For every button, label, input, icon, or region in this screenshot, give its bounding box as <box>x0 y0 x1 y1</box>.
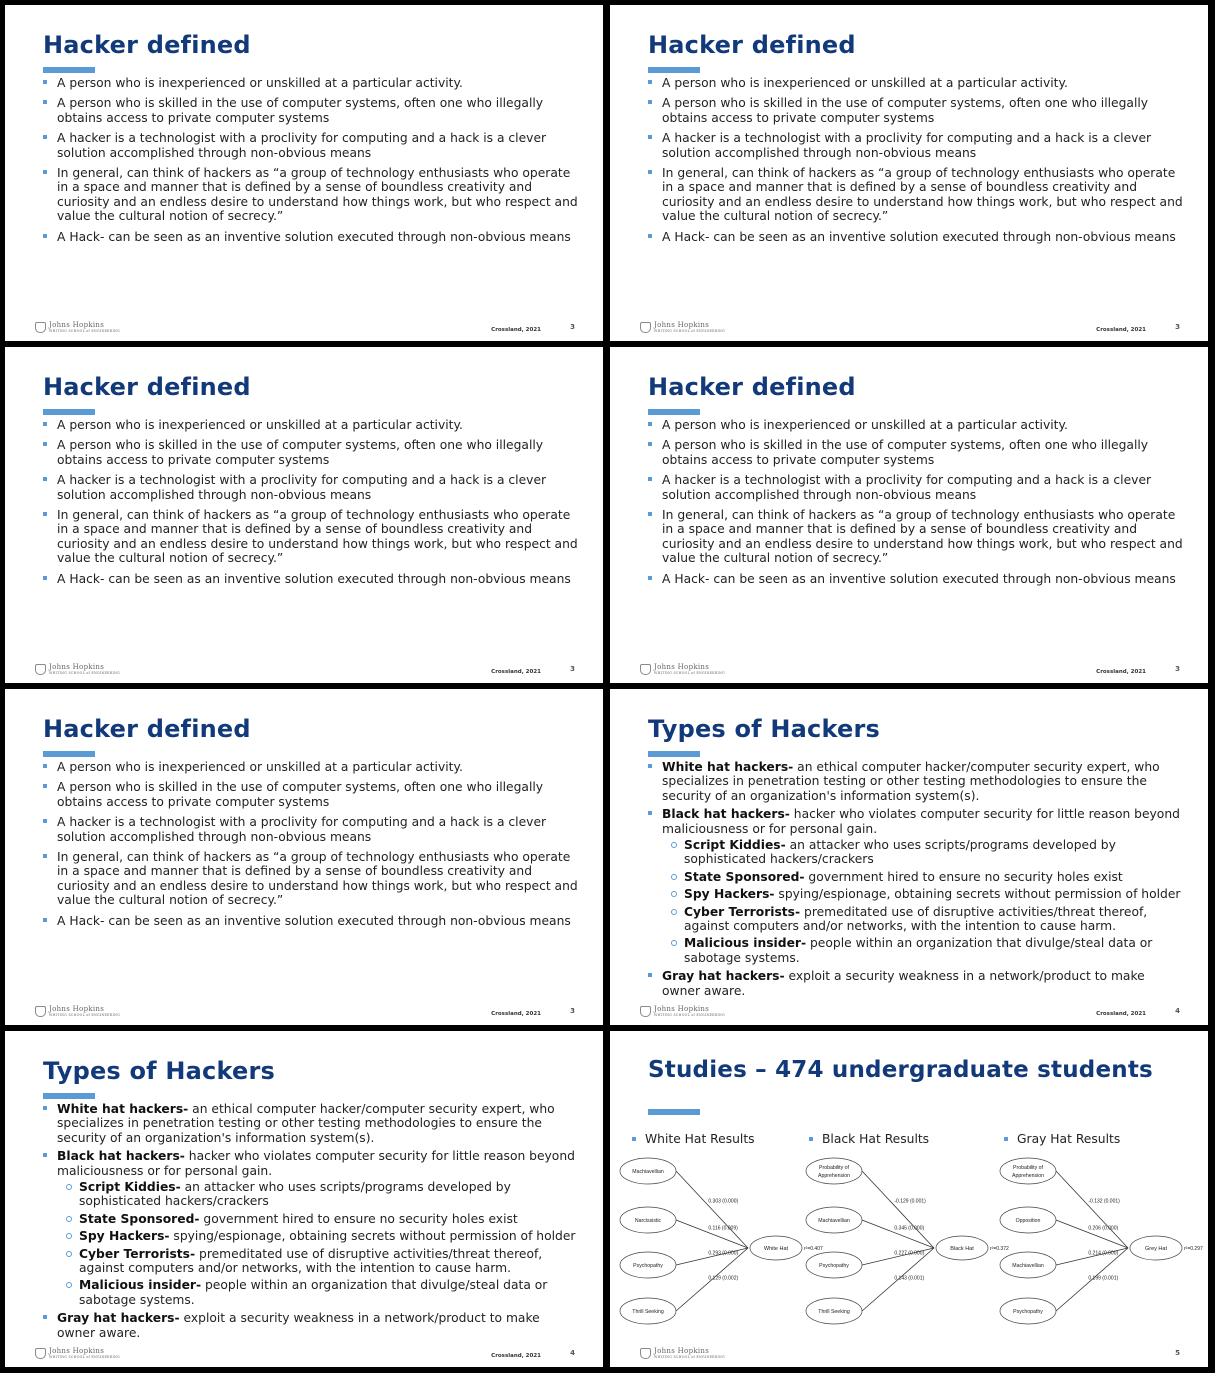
slide-title: Types of Hackers <box>43 1057 275 1085</box>
university-logo <box>640 1348 725 1359</box>
term: Black hat hackers- <box>57 1149 185 1164</box>
definition: an ethical computer hacker/computer security expert, who specializes in penetration testing or other testing methodologies to ensure the security of an organization's information system(s). <box>57 1102 555 1145</box>
path-coefficient: 0.116 (0.009) <box>708 1225 738 1232</box>
slide-title: Hacker defined <box>648 31 856 59</box>
definition: government hired to ensure no security holes exist <box>804 869 1123 884</box>
definition: an attacker who uses scripts/programs developed by sophisticated hackers/crackers <box>684 838 1116 867</box>
r-squared-label: r²=0.407 <box>804 1246 823 1252</box>
predictor-label: Apprehension <box>1011 1173 1045 1179</box>
page-number: 3 <box>1175 665 1180 673</box>
predictor-label: Thrill Seeking <box>632 1309 664 1315</box>
predictor-label: Machiavellian <box>632 1169 664 1175</box>
path-coefficient: 0.206 (0.000) <box>1088 1225 1119 1232</box>
bullet-item: A Hack- can be seen as an inventive solution executed through non-obvious means <box>43 572 581 586</box>
bullet-item: A person who is skilled in the use of computer systems, often one who illegally obtains access to private computer systems <box>648 438 1186 467</box>
logo-name: Johns Hopkins <box>654 662 710 671</box>
definition: an ethical computer hacker/computer security expert, who specializes in penetration testing or other testing methodologies to ensure the security of an organization's information system(s). <box>662 760 1160 803</box>
bullet-item: A hacker is a technologist with a proclivity for computing and a hack is a clever solution accomplished through non-obvious means <box>43 473 581 502</box>
footer-credit: Crossland, 2021 <box>491 1011 541 1017</box>
bullet-item: A person who is skilled in the use of computer systems, often one who illegally obtains access to private computer systems <box>648 96 1186 125</box>
predictor-label: Opposition <box>1015 1218 1041 1224</box>
bullet-item: A person who is inexperienced or unskilled at a particular activity. <box>43 76 581 90</box>
path-coefficient: 0.143 (0.001) <box>894 1275 925 1282</box>
bullet-item <box>43 1102 581 1145</box>
path-coefficient: 0.129 (0.002) <box>708 1275 739 1282</box>
university-seal-icon <box>35 664 46 675</box>
bullet-item: A Hack- can be seen as an inventive solution executed through non-obvious means <box>43 230 581 244</box>
title-accent-bar <box>648 409 700 415</box>
sub-bullet-item <box>662 887 1186 901</box>
university-logo <box>35 1348 120 1359</box>
page-number: 3 <box>570 323 575 331</box>
bullet-item: A person who is inexperienced or unskilled at a particular activity. <box>648 76 1186 90</box>
logo-subtitle: WHITING SCHOOL of ENGINEERING <box>49 328 120 333</box>
logo-name: Johns Hopkins <box>49 320 105 329</box>
bullet-item: A hacker is a technologist with a proclivity for computing and a hack is a clever solution accomplished through non-obvious means <box>43 815 581 844</box>
slide-hacker-defined[interactable] <box>5 689 603 1025</box>
definition: government hired to ensure no security holes exist <box>199 1211 518 1226</box>
predictor-label: Psychopathy <box>819 1263 849 1269</box>
page-number: 3 <box>570 665 575 673</box>
slide-title: Hacker defined <box>43 373 251 401</box>
university-seal-icon <box>35 1348 46 1359</box>
bullet-item: A hacker is a technologist with a proclivity for computing and a hack is a clever solution accomplished through non-obvious means <box>43 131 581 160</box>
term: Malicious insider- <box>684 936 807 951</box>
sub-bullet-item <box>57 1212 581 1226</box>
slide-hacker-defined[interactable] <box>5 5 603 341</box>
term: Black hat hackers- <box>662 807 790 822</box>
university-logo <box>35 664 120 675</box>
logo-name: Johns Hopkins <box>49 1346 105 1355</box>
predictor-label: Machiavellian <box>1012 1263 1044 1269</box>
logo-name: Johns Hopkins <box>654 320 710 329</box>
logo-name: Johns Hopkins <box>49 1004 105 1013</box>
path-coefficient: 0.199 (0.001) <box>1088 1275 1119 1282</box>
bullet-list <box>648 418 1186 592</box>
bullet-list <box>43 1102 581 1344</box>
university-seal-icon <box>640 322 651 333</box>
outcome-label: White Hat <box>763 1246 789 1252</box>
bullet-list <box>43 418 581 592</box>
logo-subtitle: WHITING SCHOOL of ENGINEERING <box>49 670 120 675</box>
term: State Sponsored- <box>684 869 805 884</box>
definition: exploit a security weakness in a network/product to make owner aware. <box>662 969 1145 998</box>
term: Gray hat hackers- <box>662 969 785 984</box>
logo-name: Johns Hopkins <box>49 662 105 671</box>
definition: people within an organization that divulge/steal data or sabotage systems. <box>684 936 1153 965</box>
term: White hat hackers- <box>57 1102 189 1116</box>
slide-title: Hacker defined <box>648 373 856 401</box>
bullet-item: A person who is inexperienced or unskilled at a particular activity. <box>648 418 1186 432</box>
sub-bullet-item <box>57 1278 581 1307</box>
predictor-label: Thrill Seeking <box>818 1309 850 1315</box>
logo-subtitle: WHITING SCHOOL of ENGINEERING <box>654 1012 725 1017</box>
term: Gray hat hackers- <box>57 1311 180 1326</box>
term: Cyber Terrorists- <box>79 1246 196 1261</box>
university-seal-icon <box>640 1348 651 1359</box>
bullet-item <box>648 760 1186 803</box>
path-coefficient: 0.293 (0.000) <box>708 1250 739 1257</box>
university-logo <box>35 322 120 333</box>
bullet-item <box>648 969 1186 998</box>
bullet-item: In general, can think of hackers as “a group of technology enthusiasts who operate in a space and manner that is defined by a sense of boundless creativity and curiosity and an endless desire to understand how things work, but who respect and value the cultural notion of secrecy.” <box>43 508 581 566</box>
path-arrow <box>676 1220 748 1248</box>
path-coefficient: 0.214 (0.000) <box>1088 1250 1119 1257</box>
bullet-item: In general, can think of hackers as “a group of technology enthusiasts who operate in a space and manner that is defined by a sense of boundless creativity and curiosity and an endless desire to understand how things work, but who respect and value the cultural notion of secrecy.” <box>648 508 1186 566</box>
bullet-item <box>43 1311 581 1340</box>
definition: exploit a security weakness in a network/product to make owner aware. <box>57 1311 540 1340</box>
bullet-item: A person who is skilled in the use of computer systems, often one who illegally obtains access to private computer systems <box>43 96 581 125</box>
bullet-item: A person who is inexperienced or unskilled at a particular activity. <box>43 760 581 774</box>
footer-credit: Crossland, 2021 <box>491 669 541 675</box>
path-coefficient: -0.129 (0.001) <box>894 1198 926 1205</box>
definition: premeditated use of disruptive activities/threat thereof, against computers and/or networks, with the intention to cause harm. <box>684 904 1148 934</box>
bullet-list <box>648 760 1186 1002</box>
predictor-label: Psychopathy <box>1013 1309 1043 1315</box>
bullet-item: A person who is skilled in the use of computer systems, often one who illegally obtains access to private computer systems <box>43 438 581 467</box>
sub-bullet-item <box>57 1180 581 1209</box>
path-arrow <box>676 1171 748 1248</box>
bullet-list <box>648 76 1186 250</box>
sub-bullet-item <box>662 870 1186 884</box>
slide-hacker-defined[interactable] <box>610 347 1208 683</box>
footer-credit: Crossland, 2021 <box>1096 327 1146 333</box>
sub-bullet-item <box>662 838 1186 867</box>
path-diagrams <box>610 1031 1208 1367</box>
title-accent-bar <box>648 67 700 73</box>
slide-title: Studies – 474 undergraduate students <box>648 1057 1153 1083</box>
sub-bullet-item <box>662 905 1186 934</box>
path-arrow <box>862 1171 934 1248</box>
outcome-label: Black Hat <box>950 1246 974 1252</box>
predictor-label: Apprehension <box>817 1173 851 1179</box>
title-accent-bar <box>43 1093 95 1099</box>
university-logo <box>640 322 725 333</box>
definition: premeditated use of disruptive activities/threat thereof, against computers and/or networks, with the intention to cause harm. <box>79 1246 543 1276</box>
university-seal-icon <box>35 1006 46 1017</box>
footer-credit: Crossland, 2021 <box>1096 1011 1146 1017</box>
title-accent-bar <box>43 67 95 73</box>
term: State Sponsored- <box>79 1211 200 1226</box>
page-number: 4 <box>1175 1007 1180 1015</box>
term: Malicious insider- <box>79 1278 202 1293</box>
logo-name: Johns Hopkins <box>654 1004 710 1013</box>
footer-credit: Crossland, 2021 <box>491 1353 541 1359</box>
sub-bullet-item <box>57 1247 581 1276</box>
logo-subtitle: WHITING SCHOOL of ENGINEERING <box>49 1354 120 1359</box>
university-seal-icon <box>640 1006 651 1017</box>
term: Spy Hackers- <box>79 1229 170 1244</box>
footer-credit: Crossland, 2021 <box>491 327 541 333</box>
slide-studies[interactable] <box>610 1031 1208 1367</box>
definition: spying/espionage, obtaining secrets without permission of holder <box>774 887 1181 902</box>
r-squared-label: r²=0.297 <box>1184 1246 1203 1252</box>
university-seal-icon <box>35 322 46 333</box>
logo-subtitle: WHITING SCHOOL of ENGINEERING <box>49 1012 120 1017</box>
bullet-item: A Hack- can be seen as an inventive solution executed through non-obvious means <box>43 914 581 928</box>
path-coefficient: 0.227 (0.000) <box>894 1250 925 1257</box>
bullet-item: A person who is skilled in the use of computer systems, often one who illegally obtains access to private computer systems <box>43 780 581 809</box>
slide-types-of-hackers[interactable] <box>610 689 1208 1025</box>
predictor-label: Machiavellian <box>818 1218 850 1224</box>
term: Cyber Terrorists- <box>684 904 801 919</box>
column-heading: White Hat Results <box>632 1132 755 1146</box>
bullet-list <box>43 76 581 250</box>
term: Script Kiddies- <box>684 838 786 853</box>
footer-credit: Crossland, 2021 <box>1096 669 1146 675</box>
definition: people within an organization that divulge/steal data or sabotage systems. <box>79 1278 548 1307</box>
page-number: 4 <box>570 1349 575 1357</box>
outcome-label: Grey Hat <box>1144 1246 1168 1252</box>
bullet-item: A person who is inexperienced or unskilled at a particular activity. <box>43 418 581 432</box>
bullet-item: In general, can think of hackers as “a group of technology enthusiasts who operate in a space and manner that is defined by a sense of boundless creativity and curiosity and an endless desire to understand how things work, but who respect and value the cultural notion of secrecy.” <box>43 166 581 224</box>
path-arrow <box>862 1220 934 1248</box>
bullet-item: A Hack- can be seen as an inventive solution executed through non-obvious means <box>648 572 1186 586</box>
title-accent-bar <box>648 751 700 757</box>
slide-hacker-defined[interactable] <box>610 5 1208 341</box>
column-heading: Black Hat Results <box>809 1132 929 1146</box>
slide-title: Types of Hackers <box>648 715 880 743</box>
bullet-item: In general, can think of hackers as “a group of technology enthusiasts who operate in a space and manner that is defined by a sense of boundless creativity and curiosity and an endless desire to understand how things work, but who respect and value the cultural notion of secrecy.” <box>43 850 581 908</box>
term: Script Kiddies- <box>79 1180 181 1195</box>
bullet-item: A Hack- can be seen as an inventive solution executed through non-obvious means <box>648 230 1186 244</box>
sub-bullet-item <box>662 936 1186 965</box>
university-logo <box>640 664 725 675</box>
logo-name: Johns Hopkins <box>654 1346 710 1355</box>
bullet-item: In general, can think of hackers as “a group of technology enthusiasts who operate in a space and manner that is defined by a sense of boundless creativity and curiosity and an endless desire to understand how things work, but who respect and value the cultural notion of secrecy.” <box>648 166 1186 224</box>
page-number: 3 <box>570 1007 575 1015</box>
predictor-label: Probability of <box>1013 1165 1043 1171</box>
page-number: 5 <box>1175 1349 1180 1357</box>
title-accent-bar <box>43 751 95 757</box>
logo-subtitle: WHITING SCHOOL of ENGINEERING <box>654 670 725 675</box>
path-coefficient: 0.345 (0.000) <box>894 1225 925 1232</box>
slide-hacker-defined[interactable] <box>5 347 603 683</box>
title-accent-bar <box>43 409 95 415</box>
bullet-item: A hacker is a technologist with a proclivity for computing and a hack is a clever solution accomplished through non-obvious means <box>648 131 1186 160</box>
predictor-node <box>806 1158 862 1184</box>
definition: hacker who violates computer security for little reason beyond maliciousness or for personal gain. <box>662 807 1180 836</box>
path-arrow <box>1056 1220 1128 1248</box>
slide-title: Hacker defined <box>43 31 251 59</box>
path-coefficient: 0.303 (0.000) <box>708 1198 739 1205</box>
term: Spy Hackers- <box>684 887 775 902</box>
slide-types-of-hackers[interactable] <box>5 1031 603 1367</box>
bullet-item <box>43 1149 581 1307</box>
predictor-node <box>1000 1158 1056 1184</box>
sub-bullet-list <box>57 1180 581 1307</box>
r-squared-label: r²=0.372 <box>990 1246 1009 1252</box>
bullet-item <box>648 807 1186 965</box>
university-seal-icon <box>640 664 651 675</box>
path-arrow <box>1056 1171 1128 1248</box>
slide-title: Hacker defined <box>43 715 251 743</box>
university-logo <box>640 1006 725 1017</box>
bullet-item: A hacker is a technologist with a proclivity for computing and a hack is a clever solution accomplished through non-obvious means <box>648 473 1186 502</box>
predictor-label: Psychopathy <box>633 1263 663 1269</box>
definition: hacker who violates computer security for little reason beyond maliciousness or for personal gain. <box>57 1149 575 1178</box>
path-coefficient: -0.132 (0.001) <box>1088 1198 1120 1205</box>
sub-bullet-list <box>662 838 1186 965</box>
logo-subtitle: WHITING SCHOOL of ENGINEERING <box>654 1354 725 1359</box>
term: White hat hackers- <box>662 760 794 774</box>
university-logo <box>35 1006 120 1017</box>
column-heading: Gray Hat Results <box>1004 1132 1120 1146</box>
definition: an attacker who uses scripts/programs developed by sophisticated hackers/crackers <box>79 1180 511 1209</box>
predictor-label: Narcissistic <box>634 1218 662 1224</box>
definition: spying/espionage, obtaining secrets without permission of holder <box>169 1229 576 1244</box>
sub-bullet-item <box>57 1229 581 1243</box>
logo-subtitle: WHITING SCHOOL of ENGINEERING <box>654 328 725 333</box>
bullet-list <box>43 760 581 934</box>
page-number: 3 <box>1175 323 1180 331</box>
predictor-label: Probability of <box>819 1165 849 1171</box>
